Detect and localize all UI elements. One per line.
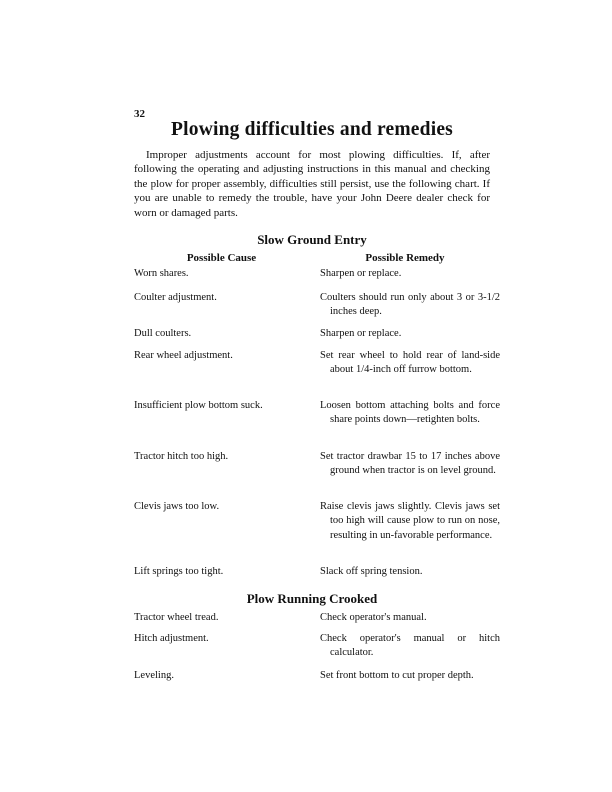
remedy-cell: Slack off spring tension.	[320, 566, 423, 577]
remedy-cell: Set tractor drawbar 15 to 17 inches above ground when tractor is on level ground.	[320, 451, 500, 477]
section-heading-plow-running-crooked: Plow Running Crooked	[246, 591, 378, 606]
remedy-cell: Coulters should run only about 3 or 3-1/2 inches deep.	[320, 292, 500, 318]
remedy-cell: Set front bottom to cut proper depth.	[320, 670, 474, 681]
cause-cell: Tractor hitch too high.	[134, 451, 229, 462]
cause-cell: Hitch adjustment.	[134, 633, 209, 644]
intro-paragraph: Improper adjustments account for most plowing difficulties. If, after following the operating and adjusting instructions in this manual and checking the plow for proper assembly, difficulties still persist, use the following chart. If you are unable to remedy the trouble, have your John Deere dealer check for worn or damaged parts.	[134, 149, 490, 219]
section-heading-slow-ground-entry: Slow Ground Entry	[257, 232, 367, 247]
cause-cell: Worn shares.	[134, 268, 189, 279]
column-header-possible-remedy: Possible Remedy	[365, 252, 445, 264]
remedy-cell: Sharpen or replace.	[320, 328, 402, 339]
cause-cell: Tractor wheel tread.	[134, 612, 219, 623]
cause-cell: Clevis jaws too low.	[134, 501, 220, 512]
column-header-possible-cause: Possible Cause	[186, 252, 257, 264]
cause-cell: Dull coulters.	[134, 328, 192, 339]
remedy-cell: Raise clevis jaws slightly. Clevis jaws set too high will cause plow to run on nose, resulting in un-favorable performance.	[320, 501, 500, 541]
cause-cell: Coulter adjustment.	[134, 292, 217, 303]
remedy-cell: Check operator's manual.	[320, 612, 427, 623]
remedy-cell: Loosen bottom attaching bolts and force share points down—retighten bolts.	[320, 400, 500, 426]
cause-cell: Lift springs too tight.	[134, 566, 224, 577]
remedy-cell: Sharpen or replace.	[320, 268, 402, 279]
cause-cell: Insufficient plow bottom suck.	[134, 400, 263, 411]
remedy-cell: Set rear wheel to hold rear of land-side about 1/4-inch off furrow bottom.	[320, 350, 500, 376]
cause-cell: Leveling.	[134, 670, 174, 681]
page-number: 32	[134, 108, 145, 120]
cause-cell: Rear wheel adjustment.	[134, 350, 233, 361]
remedy-cell: Check operator's manual or hitch calculator.	[320, 633, 500, 659]
page-title: Plowing difficulties and remedies	[171, 119, 453, 140]
